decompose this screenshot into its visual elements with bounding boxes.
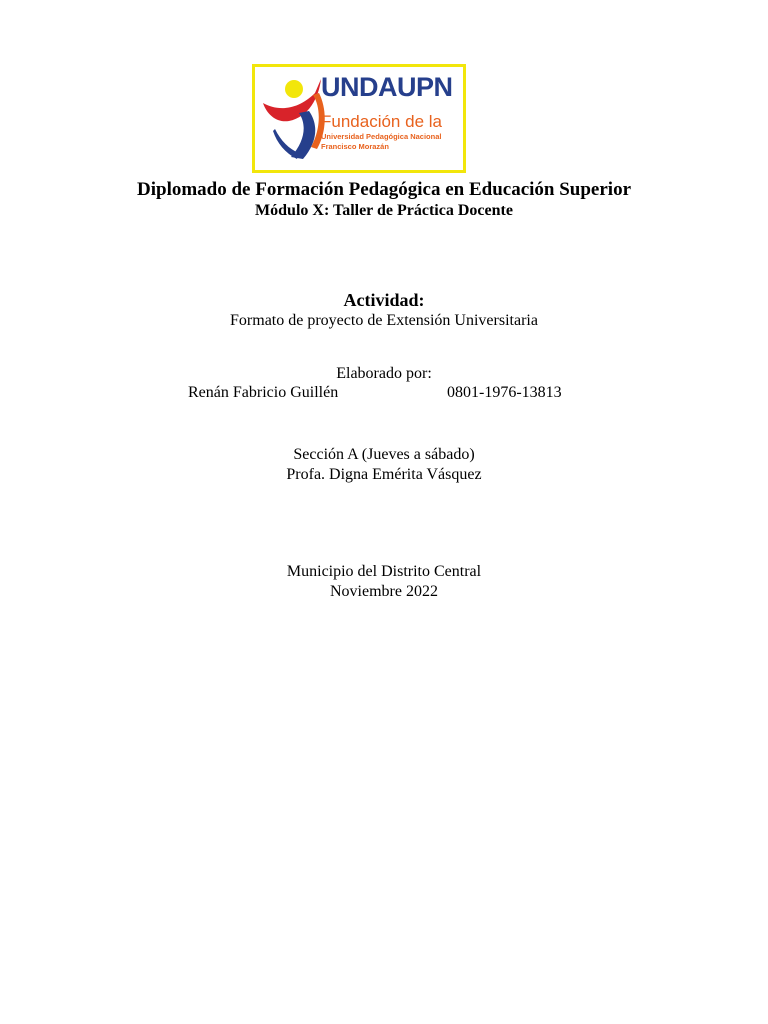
activity-description: Formato de proyecto de Extensión Universitaria [230, 312, 538, 329]
author-name: Renán Fabricio Guillén [188, 384, 339, 401]
logo-university-text: Universidad Pedagógica Nacional [321, 132, 442, 141]
activity-heading: Actividad: [343, 290, 425, 310]
author-id-number: 0801-1976-13813 [447, 384, 562, 401]
place-text: Municipio del Distrito Central [286, 563, 482, 580]
document-title: Diplomado de Formación Pedagógica en Educación Superior [137, 179, 631, 200]
logo-francisco-text: Francisco Morazán [321, 142, 389, 151]
prepared-by-label: Elaborado por: [336, 365, 432, 382]
module-subtitle: Módulo X: Taller de Práctica Docente [255, 202, 513, 219]
professor-text: Profa. Digna Emérita Vásquez [286, 466, 482, 483]
fundaupn-logo [252, 64, 466, 173]
section-text: Sección A (Jueves a sábado) [293, 446, 475, 463]
logo-wordmark: UNDAUPN [321, 72, 453, 102]
logo-foundation-text: Fundación de la [321, 112, 442, 131]
date-text: Noviembre 2022 [330, 583, 438, 600]
